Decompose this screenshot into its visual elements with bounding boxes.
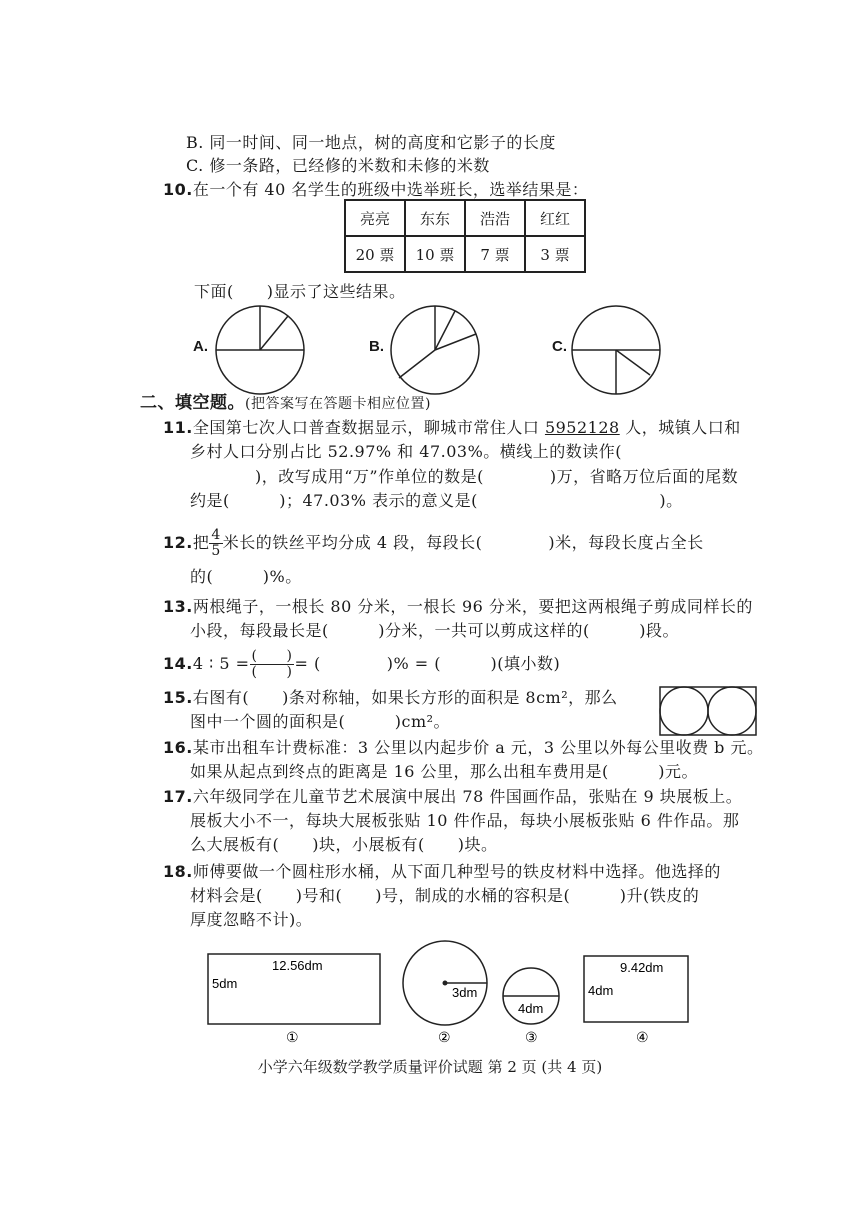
question-text: 全国第七次人口普查数据显示，聊城市常住人口 (192, 418, 545, 437)
table-cell: 红红 (525, 200, 585, 236)
question-number: 17. (163, 787, 193, 806)
question-text: 4 ∶ 5 = (192, 654, 250, 673)
question-number: 12. (163, 533, 193, 552)
table-row-votes (345, 236, 585, 272)
question-12-line-1 (163, 526, 704, 560)
fraction (250, 649, 295, 680)
question-text: 米长的铁丝平均分成 4 段，每段长( )米，每段长度占全长 (222, 533, 704, 552)
question-16-line-2: 如果从起点到终点的距离是 16 公里，那么出租车费用是( )元。 (190, 762, 699, 781)
question-text: 把 (192, 533, 210, 552)
section-title: 二、填空题。 (140, 393, 245, 413)
fraction-denominator: ( ) (251, 664, 293, 680)
table-cell: 东东 (405, 200, 465, 236)
question-number: 13. (163, 597, 193, 616)
underlined-number: 5952128 (544, 418, 620, 437)
question-18-line-1 (163, 862, 721, 882)
question-number: 18. (163, 862, 193, 881)
pie-option-a (210, 300, 310, 400)
question-number: 14. (163, 654, 193, 673)
question-number: 16. (163, 738, 193, 757)
question-12-line-2: 的( )%。 (190, 567, 302, 586)
fraction-numerator: 4 (211, 527, 221, 543)
table-cell: 20 票 (345, 236, 405, 272)
question-16-line-1 (163, 738, 764, 758)
section-note: (把答案写在答题卡相应位置) (245, 396, 431, 412)
question-text: 在一个有 40 名学生的班级中选举班长，选举结果是： (192, 180, 589, 199)
material-1-top-label: 12.56dm (272, 958, 323, 973)
material-2-radius-label: 3dm (452, 985, 478, 1000)
material-4-side-label: 4dm (588, 983, 614, 998)
question-10-prompt: 下面( )显示了这些结果。 (194, 282, 406, 301)
materials-figure (200, 940, 700, 1050)
question-18-line-3: 厚度忽略不计)。 (190, 910, 313, 929)
question-text: 某市出租车计费标准：3 公里以内起步价 a 元，3 公里以外每公里收费 b 元。 (192, 738, 764, 757)
choice-option-c: C. 修一条路，已经修的米数和未修的米数 (186, 156, 490, 175)
question-15-line-2: 图中一个圆的面积是( )cm²。 (190, 712, 451, 731)
fraction (209, 528, 222, 559)
pie-option-c (566, 300, 666, 400)
question-11-line-3: )，改写成用“万”作单位的数是( )万，省略万位后面的尾数 (255, 467, 739, 486)
question-15-line-1 (163, 688, 618, 708)
material-1-number: ① (286, 1029, 299, 1045)
material-3-diameter-label: 4dm (518, 1001, 544, 1016)
fraction-numerator: ( ) (251, 648, 293, 664)
question-10 (163, 180, 588, 200)
material-4-number: ④ (636, 1029, 649, 1045)
question-number: 15. (163, 688, 193, 707)
material-3-number: ③ (525, 1029, 538, 1045)
question-11-line-2: 乡村人口分别占比 52.97% 和 47.03%。横线上的数读作( (190, 442, 623, 461)
material-4-top-label: 9.42dm (620, 960, 664, 975)
section-heading (140, 393, 431, 414)
option-a-label: A. (193, 338, 208, 355)
choice-option-b: B. 同一时间、同一地点，树的高度和它影子的长度 (186, 133, 556, 152)
question-text: 师傅要做一个圆柱形水桶，从下面几种型号的铁皮材料中选择。他选择的 (192, 862, 721, 881)
question-text: 右图有( )条对称轴，如果长方形的面积是 8cm²，那么 (192, 688, 618, 707)
table-row-names (345, 200, 585, 236)
two-circles-rectangle-figure (659, 686, 757, 736)
table-cell: 浩浩 (465, 200, 525, 236)
question-17-line-3: 么大展板有( )块，小展板有( )块。 (190, 835, 498, 854)
option-b-label: B. (369, 338, 384, 355)
question-11-line-1 (163, 418, 741, 438)
question-13-line-2: 小段，每段最长是( )分米，一共可以剪成这样的( )段。 (190, 621, 679, 640)
question-18-line-2: 材料会是( )号和( )号，制成的水桶的容积是( )升(铁皮的 (190, 886, 700, 905)
option-c-label: C. (552, 338, 567, 355)
table-cell: 10 票 (405, 236, 465, 272)
material-1-side-label: 5dm (212, 976, 238, 991)
page-footer: 小学六年级数学教学质量评价试题 第 2 页 (共 4 页) (257, 1058, 603, 1076)
question-13-line-1 (163, 597, 753, 617)
question-number: 11. (163, 418, 193, 437)
table-cell: 3 票 (525, 236, 585, 272)
question-11-line-4: 约是( )；47.03% 表示的意义是( )。 (190, 491, 683, 510)
table-cell: 亮亮 (345, 200, 405, 236)
fraction-denominator: 5 (211, 543, 221, 559)
question-text: 人，城镇人口和 (619, 418, 741, 437)
question-text: 六年级同学在儿童节艺术展演中展出 78 件国画作品，张贴在 9 块展板上。 (192, 787, 743, 806)
vote-table (344, 199, 586, 273)
question-14 (163, 646, 560, 682)
pie-option-b (385, 300, 485, 400)
material-2-number: ② (438, 1029, 451, 1045)
question-text: = ( )% = ( )(填小数) (294, 654, 561, 673)
question-text: 两根绳子，一根长 80 分米，一根长 96 分米，要把这两根绳子剪成同样长的 (192, 597, 753, 616)
question-17-line-2: 展板大小不一，每块大展板张贴 10 件作品，每块小展板张贴 6 件作品。那 (190, 811, 740, 830)
question-number: 10. (163, 180, 193, 199)
question-17-line-1 (163, 787, 742, 807)
table-cell: 7 票 (465, 236, 525, 272)
